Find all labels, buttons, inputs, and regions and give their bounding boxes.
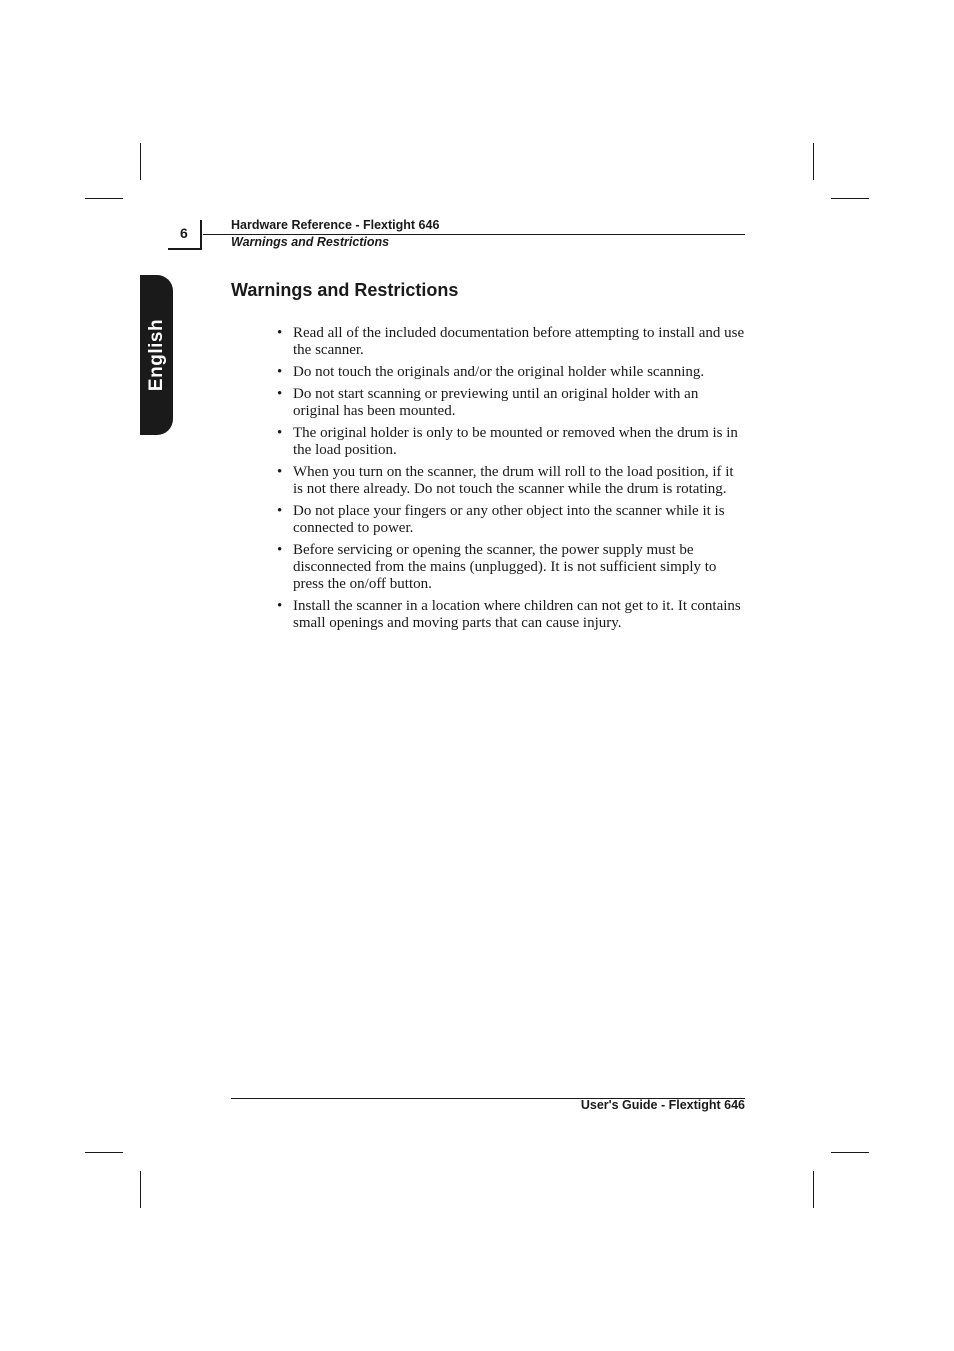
language-tab-label: English <box>145 318 167 392</box>
page-number: 6 <box>180 225 188 241</box>
warnings-list <box>277 325 747 637</box>
language-tab <box>140 275 173 435</box>
list-item <box>277 503 747 537</box>
running-header-subtitle: Warnings and Restrictions <box>231 235 390 249</box>
crop-mark-bottom-right-vertical <box>813 1171 814 1208</box>
bullet-icon: • <box>277 598 283 614</box>
list-item-text: Do not place your fingers or any other object into the scanner while it is connected to power. <box>293 503 725 536</box>
bullet-icon: • <box>277 386 283 402</box>
list-item-text: Before servicing or opening the scanner, the power supply must be disconnected from the mains (unplugged). It is not sufficient simply to press the on/off button. <box>293 542 717 592</box>
list-item-text: The original holder is only to be mounted or removed when the drum is in the load position. <box>293 425 738 458</box>
list-item <box>277 598 747 632</box>
bullet-icon: • <box>277 425 283 441</box>
crop-mark-top-left-horizontal <box>85 198 123 199</box>
bullet-icon: • <box>277 542 283 558</box>
crop-mark-top-left-vertical <box>140 143 141 180</box>
crop-mark-bottom-left-vertical <box>140 1171 141 1208</box>
list-item <box>277 464 747 498</box>
list-item <box>277 364 747 381</box>
list-item <box>277 425 747 459</box>
list-item <box>277 325 747 359</box>
list-item-text: When you turn on the scanner, the drum will roll to the load position, if it is not there already. Do not touch the scanner while the drum is rotating. <box>293 464 734 497</box>
crop-mark-bottom-left-horizontal <box>85 1152 123 1153</box>
crop-mark-top-right-horizontal <box>831 198 869 199</box>
page-number-box <box>168 220 202 250</box>
bullet-icon: • <box>277 503 283 519</box>
running-footer: User's Guide - Flextight 646 <box>580 1098 745 1112</box>
bullet-icon: • <box>277 325 283 341</box>
list-item-text: Do not touch the originals and/or the original holder while scanning. <box>293 364 705 380</box>
list-item <box>277 386 747 420</box>
section-heading: Warnings and Restrictions <box>231 280 459 300</box>
list-item-text: Install the scanner in a location where children can not get to it. It contains small openings and moving parts that can cause injury. <box>293 598 741 631</box>
bullet-icon: • <box>277 364 283 380</box>
running-header-title: Hardware Reference - Flextight 646 <box>231 218 440 232</box>
crop-mark-bottom-right-horizontal <box>831 1152 869 1153</box>
list-item <box>277 542 747 593</box>
bullet-icon: • <box>277 464 283 480</box>
list-item-text: Do not start scanning or previewing until an original holder with an original has been mounted. <box>293 386 699 419</box>
crop-mark-top-right-vertical <box>813 143 814 180</box>
list-item-text: Read all of the included documentation before attempting to install and use the scanner. <box>293 325 745 358</box>
